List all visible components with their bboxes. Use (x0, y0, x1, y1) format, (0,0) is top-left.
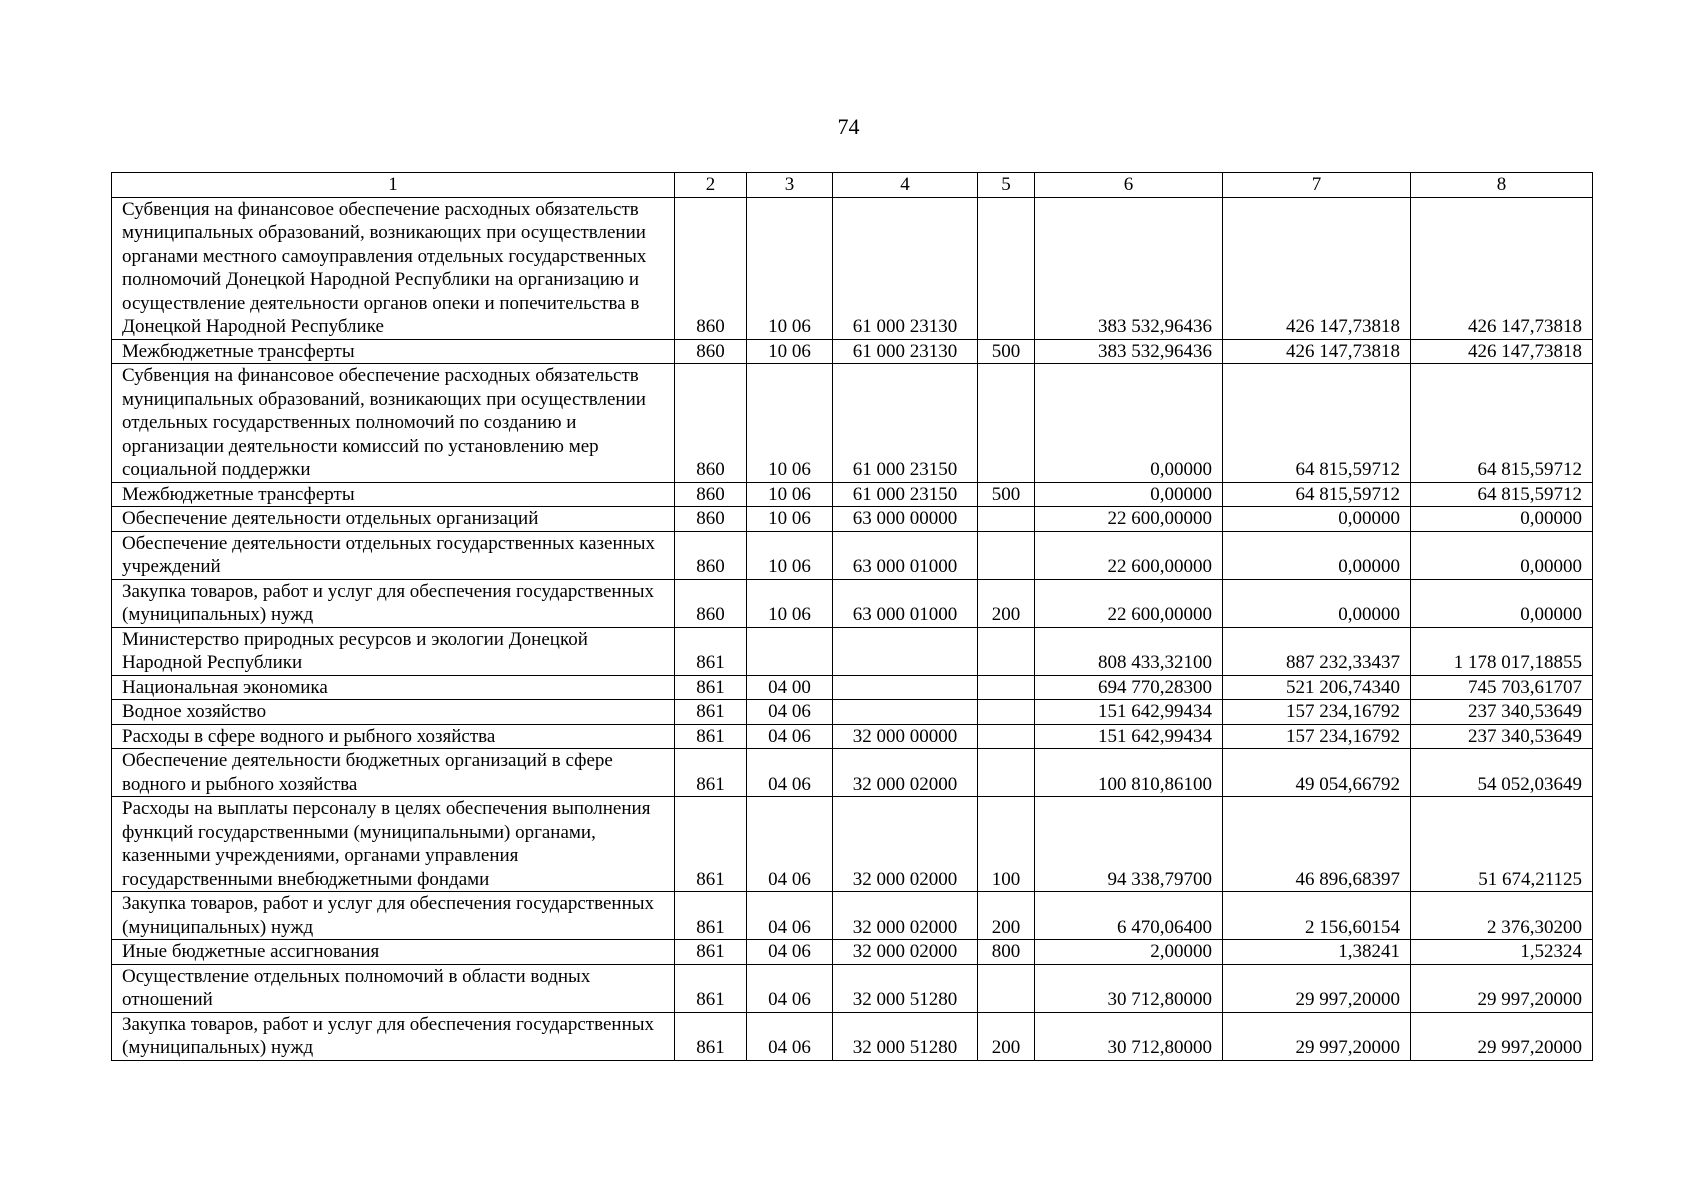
section-code-cell: 04 06 (747, 724, 833, 749)
section-code-cell: 04 06 (747, 1012, 833, 1060)
table-row (112, 892, 1593, 940)
target-article-cell (833, 675, 978, 700)
target-article-cell (833, 700, 978, 725)
section-code-cell: 10 06 (747, 531, 833, 579)
amount-col7-cell: 157 234,16792 (1223, 724, 1411, 749)
expense-name-cell: Иные бюджетные ассигнования (112, 940, 675, 965)
target-article-cell: 63 000 01000 (833, 579, 978, 627)
target-article-cell: 63 000 01000 (833, 531, 978, 579)
column-header: 8 (1411, 173, 1593, 198)
expense-name-cell: Расходы на выплаты персоналу в целях обеспечения выполнения функций государственными (муниципальными) органами, казенными учреждениями, органами управления государственными внебюджетными фондами (112, 797, 675, 892)
table-row (112, 749, 1593, 797)
amount-col7-cell: 2 156,60154 (1223, 892, 1411, 940)
table-row (112, 940, 1593, 965)
ministry-code-cell: 860 (675, 197, 747, 339)
ministry-code-cell: 861 (675, 700, 747, 725)
amount-col7-cell: 1,38241 (1223, 940, 1411, 965)
target-article-cell: 32 000 51280 (833, 1012, 978, 1060)
ministry-code-cell: 861 (675, 940, 747, 965)
amount-col6-cell: 100 810,86100 (1035, 749, 1223, 797)
amount-col8-cell: 1,52324 (1411, 940, 1593, 965)
ministry-code-cell: 860 (675, 507, 747, 532)
expense-type-cell (978, 531, 1035, 579)
expense-name-cell: Межбюджетные трансферты (112, 482, 675, 507)
amount-col6-cell: 0,00000 (1035, 364, 1223, 483)
section-code-cell: 10 06 (747, 507, 833, 532)
target-article-cell: 32 000 02000 (833, 892, 978, 940)
amount-col8-cell: 29 997,20000 (1411, 964, 1593, 1012)
expense-type-cell: 500 (978, 339, 1035, 364)
amount-col7-cell: 29 997,20000 (1223, 964, 1411, 1012)
column-header: 2 (675, 173, 747, 198)
expense-name-cell: Обеспечение деятельности бюджетных организаций в сфере водного и рыбного хозяйства (112, 749, 675, 797)
amount-col7-cell: 0,00000 (1223, 579, 1411, 627)
amount-col6-cell: 694 770,28300 (1035, 675, 1223, 700)
amount-col8-cell: 29 997,20000 (1411, 1012, 1593, 1060)
table-row (112, 724, 1593, 749)
section-code-cell: 10 06 (747, 482, 833, 507)
amount-col7-cell: 887 232,33437 (1223, 627, 1411, 675)
expense-type-cell: 200 (978, 1012, 1035, 1060)
expense-type-cell (978, 964, 1035, 1012)
expense-name-cell: Осуществление отдельных полномочий в области водных отношений (112, 964, 675, 1012)
amount-col7-cell: 0,00000 (1223, 531, 1411, 579)
amount-col8-cell: 0,00000 (1411, 531, 1593, 579)
expense-type-cell (978, 724, 1035, 749)
expense-type-cell: 500 (978, 482, 1035, 507)
amount-col6-cell: 30 712,80000 (1035, 1012, 1223, 1060)
table-row (112, 579, 1593, 627)
amount-col8-cell: 745 703,61707 (1411, 675, 1593, 700)
column-number-row (112, 173, 1593, 198)
amount-col8-cell: 1 178 017,18855 (1411, 627, 1593, 675)
amount-col8-cell: 0,00000 (1411, 507, 1593, 532)
amount-col6-cell: 22 600,00000 (1035, 507, 1223, 532)
expense-type-cell: 100 (978, 797, 1035, 892)
expense-type-cell (978, 197, 1035, 339)
ministry-code-cell: 861 (675, 675, 747, 700)
budget-table (111, 172, 1593, 1061)
amount-col6-cell: 0,00000 (1035, 482, 1223, 507)
target-article-cell: 63 000 00000 (833, 507, 978, 532)
section-code-cell: 04 06 (747, 940, 833, 965)
target-article-cell: 61 000 23150 (833, 364, 978, 483)
amount-col6-cell: 30 712,80000 (1035, 964, 1223, 1012)
expense-name-cell: Субвенция на финансовое обеспечение расходных обязательств муниципальных образований, возникающих при осуществлении отдельных государственных полномочий по созданию и организации деятельности комиссий по установлению мер социальной поддержки (112, 364, 675, 483)
table-row (112, 964, 1593, 1012)
section-code-cell: 10 06 (747, 339, 833, 364)
expense-type-cell (978, 749, 1035, 797)
ministry-code-cell: 860 (675, 579, 747, 627)
section-code-cell: 10 06 (747, 364, 833, 483)
target-article-cell: 61 000 23130 (833, 197, 978, 339)
amount-col8-cell: 64 815,59712 (1411, 364, 1593, 483)
ministry-code-cell: 861 (675, 627, 747, 675)
section-code-cell: 04 00 (747, 675, 833, 700)
table-row (112, 197, 1593, 339)
target-article-cell: 32 000 51280 (833, 964, 978, 1012)
ministry-code-cell: 861 (675, 892, 747, 940)
amount-col7-cell: 0,00000 (1223, 507, 1411, 532)
expense-name-cell: Национальная экономика (112, 675, 675, 700)
ministry-code-cell: 861 (675, 724, 747, 749)
target-article-cell: 32 000 00000 (833, 724, 978, 749)
table-row (112, 627, 1593, 675)
expense-name-cell: Межбюджетные трансферты (112, 339, 675, 364)
expense-name-cell: Водное хозяйство (112, 700, 675, 725)
table-row (112, 1012, 1593, 1060)
amount-col7-cell: 64 815,59712 (1223, 364, 1411, 483)
section-code-cell: 04 06 (747, 797, 833, 892)
table-body (112, 197, 1593, 1060)
target-article-cell: 61 000 23130 (833, 339, 978, 364)
target-article-cell: 32 000 02000 (833, 749, 978, 797)
expense-name-cell: Расходы в сфере водного и рыбного хозяйства (112, 724, 675, 749)
amount-col6-cell: 22 600,00000 (1035, 579, 1223, 627)
column-header: 3 (747, 173, 833, 198)
section-code-cell: 04 06 (747, 892, 833, 940)
amount-col7-cell: 426 147,73818 (1223, 197, 1411, 339)
ministry-code-cell: 861 (675, 749, 747, 797)
expense-type-cell: 200 (978, 892, 1035, 940)
expense-name-cell: Закупка товаров, работ и услуг для обеспечения государственных (муниципальных) нужд (112, 579, 675, 627)
expense-type-cell: 200 (978, 579, 1035, 627)
amount-col8-cell: 426 147,73818 (1411, 197, 1593, 339)
expense-name-cell: Обеспечение деятельности отдельных организаций (112, 507, 675, 532)
amount-col6-cell: 22 600,00000 (1035, 531, 1223, 579)
expense-type-cell: 800 (978, 940, 1035, 965)
section-code-cell: 10 06 (747, 197, 833, 339)
target-article-cell (833, 627, 978, 675)
amount-col7-cell: 157 234,16792 (1223, 700, 1411, 725)
ministry-code-cell: 861 (675, 1012, 747, 1060)
ministry-code-cell: 861 (675, 964, 747, 1012)
amount-col7-cell: 46 896,68397 (1223, 797, 1411, 892)
ministry-code-cell: 860 (675, 482, 747, 507)
section-code-cell: 04 06 (747, 700, 833, 725)
expense-type-cell (978, 627, 1035, 675)
section-code-cell (747, 627, 833, 675)
expense-type-cell (978, 700, 1035, 725)
column-header: 4 (833, 173, 978, 198)
table-row (112, 797, 1593, 892)
ministry-code-cell: 861 (675, 797, 747, 892)
expense-name-cell: Закупка товаров, работ и услуг для обеспечения государственных (муниципальных) нужд (112, 892, 675, 940)
target-article-cell: 61 000 23150 (833, 482, 978, 507)
amount-col8-cell: 0,00000 (1411, 579, 1593, 627)
amount-col7-cell: 64 815,59712 (1223, 482, 1411, 507)
expense-name-cell: Обеспечение деятельности отдельных государственных казенных учреждений (112, 531, 675, 579)
table-row (112, 531, 1593, 579)
target-article-cell: 32 000 02000 (833, 797, 978, 892)
amount-col8-cell: 237 340,53649 (1411, 724, 1593, 749)
amount-col6-cell: 2,00000 (1035, 940, 1223, 965)
amount-col8-cell: 2 376,30200 (1411, 892, 1593, 940)
page-number: 74 (837, 114, 860, 139)
amount-col7-cell: 29 997,20000 (1223, 1012, 1411, 1060)
expense-name-cell: Закупка товаров, работ и услуг для обеспечения государственных (муниципальных) нужд (112, 1012, 675, 1060)
section-code-cell: 04 06 (747, 749, 833, 797)
amount-col6-cell: 383 532,96436 (1035, 197, 1223, 339)
table-row (112, 675, 1593, 700)
expense-type-cell (978, 507, 1035, 532)
amount-col6-cell: 94 338,79700 (1035, 797, 1223, 892)
amount-col8-cell: 426 147,73818 (1411, 339, 1593, 364)
ministry-code-cell: 860 (675, 339, 747, 364)
table-row (112, 482, 1593, 507)
amount-col8-cell: 51 674,21125 (1411, 797, 1593, 892)
column-header: 6 (1035, 173, 1223, 198)
amount-col8-cell: 237 340,53649 (1411, 700, 1593, 725)
expense-name-cell: Министерство природных ресурсов и экологии Донецкой Народной Республики (112, 627, 675, 675)
table-row (112, 339, 1593, 364)
column-header: 7 (1223, 173, 1411, 198)
amount-col8-cell: 64 815,59712 (1411, 482, 1593, 507)
amount-col6-cell: 383 532,96436 (1035, 339, 1223, 364)
ministry-code-cell: 860 (675, 531, 747, 579)
amount-col7-cell: 521 206,74340 (1223, 675, 1411, 700)
expense-name-cell: Субвенция на финансовое обеспечение расходных обязательств муниципальных образований, возникающих при осуществлении органами местного самоуправления отдельных государственных полномочий Донецкой Народной Республики на организацию и осуществление деятельности органов опеки и попечительства в Донецкой Народной Республике (112, 197, 675, 339)
amount-col6-cell: 151 642,99434 (1035, 724, 1223, 749)
expense-type-cell (978, 675, 1035, 700)
table-row (112, 507, 1593, 532)
amount-col7-cell: 49 054,66792 (1223, 749, 1411, 797)
amount-col6-cell: 151 642,99434 (1035, 700, 1223, 725)
section-code-cell: 10 06 (747, 579, 833, 627)
amount-col6-cell: 808 433,32100 (1035, 627, 1223, 675)
expense-type-cell (978, 364, 1035, 483)
ministry-code-cell: 860 (675, 364, 747, 483)
column-header: 5 (978, 173, 1035, 198)
table-row (112, 364, 1593, 483)
section-code-cell: 04 06 (747, 964, 833, 1012)
amount-col7-cell: 426 147,73818 (1223, 339, 1411, 364)
amount-col6-cell: 6 470,06400 (1035, 892, 1223, 940)
amount-col8-cell: 54 052,03649 (1411, 749, 1593, 797)
target-article-cell: 32 000 02000 (833, 940, 978, 965)
table-row (112, 700, 1593, 725)
column-header: 1 (112, 173, 675, 198)
